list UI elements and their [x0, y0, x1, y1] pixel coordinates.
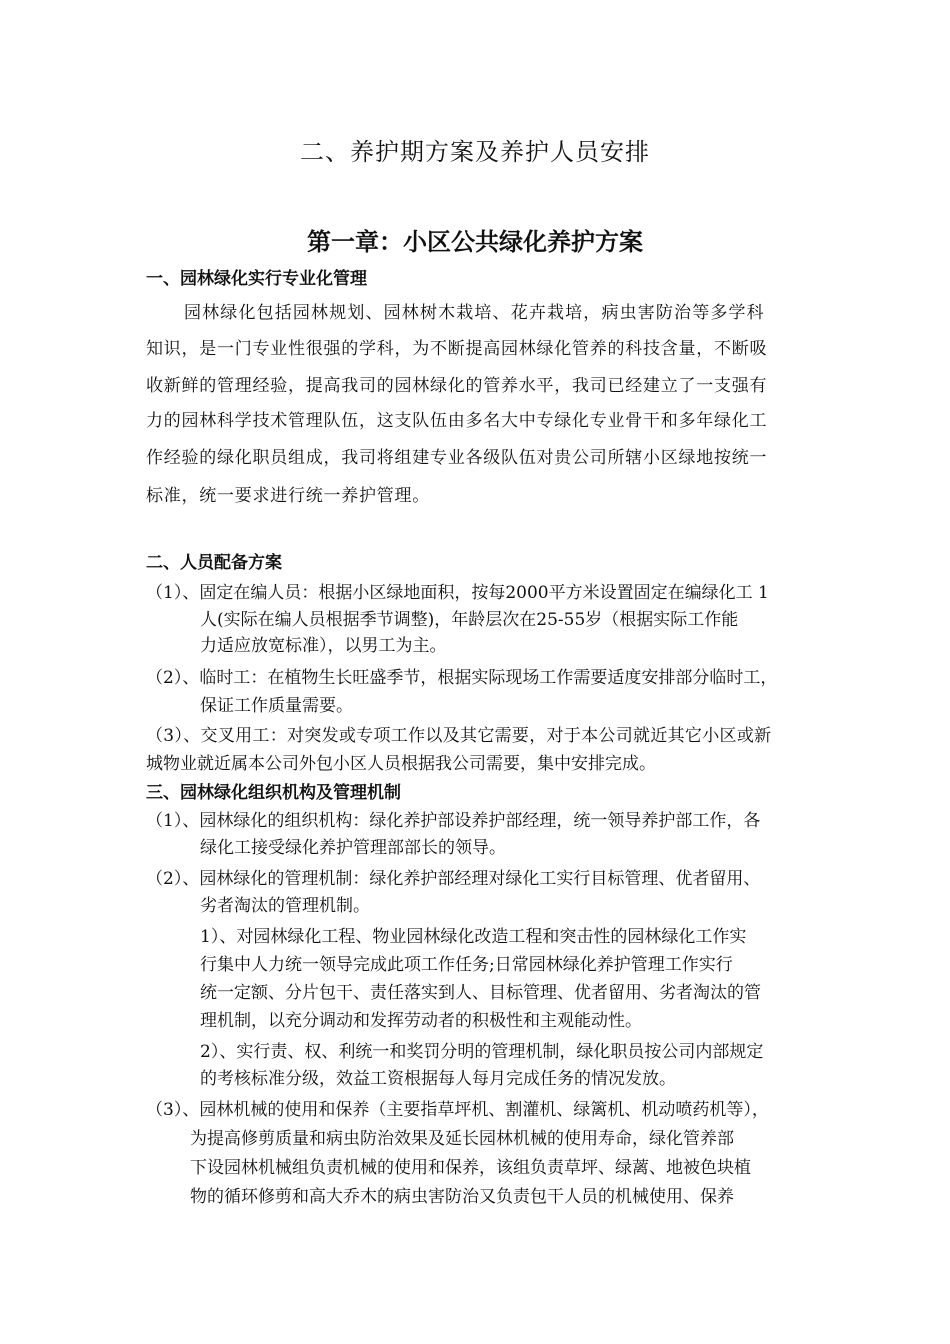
sub-item-1-cont: 理机制，以充分调动和发挥劳动者的积极性和主观能动性。 — [200, 1011, 642, 1031]
chapter-title: 第一章：小区公共绿化养护方案 — [307, 227, 643, 256]
list-item-2-cont: 劣者淘汰的管理机制。 — [200, 896, 370, 916]
list-item-1: （1）、固定在编人员：根据小区绿地面积，按每2000平方米设置固定在编绿化工 1 — [146, 583, 769, 603]
list-item-1: （1）、园林绿化的组织机构：绿化养护部设养护部经理，统一领导养护部工作，各 — [146, 811, 761, 831]
list-item-3: （3）、交叉用工：对突发或专项工作以及其它需要，对于本公司就近其它小区或新 — [146, 726, 772, 746]
list-item-2: （2）、临时工：在植物生长旺盛季节，根据实际现场工作需要适度安排部分临时工， — [146, 668, 778, 688]
paragraph-line: 园林绿化包括园林规划、园林树木栽培、花卉栽培，病虫害防治等多学科 — [184, 303, 765, 323]
sub-item-1-cont: 行集中人力统一领导完成此项工作任务;日常园林绿化养护管理工作实行 — [200, 955, 733, 975]
paragraph-line: 力的园林科学技术管理队伍，这支队伍由多名大中专绿化专业骨干和多年绿化工 — [146, 411, 768, 431]
section-2-heading: 二、人员配备方案 — [146, 553, 282, 573]
list-item-3-cont: 下设园林机械组负责机械的使用和保养，该组负责草坪、绿蓠、地被色块植 — [190, 1158, 751, 1178]
list-item-2: （2）、园林绿化的管理机制：绿化养护部经理对绿化工实行目标管理、优者留用、 — [146, 869, 761, 889]
list-item-3-cont: 为提高修剪质量和病虫防治效果及延长园林机械的使用寿命，绿化管养部 — [190, 1129, 734, 1149]
sub-item-1: 1）、对园林绿化工程、物业园林绿化改造工程和突击性的园林绿化工作实 — [200, 927, 747, 947]
list-item-3-cont: 物的循环修剪和高大乔木的病虫害防治又负责包干人员的机械使用、保养 — [190, 1187, 734, 1207]
paragraph-line: 知识，是一门专业性很强的学科，为不断提高园林绿化管养的科技含量，不断吸 — [146, 339, 768, 359]
section-1-heading: 一、园林绿化实行专业化管理 — [146, 269, 367, 289]
list-item-3: （3）、园林机械的使用和保养（主要指草坪机、割灌机、绿篱机、机动喷药机等）， — [146, 1100, 769, 1120]
list-item-1-cont: 绿化工接受绿化养护管理部部长的领导。 — [200, 838, 506, 858]
list-item-1-cont: 人(实际在编人员根据季节调整)，年龄层次在25-55岁（根据实际工作能 — [200, 610, 739, 630]
sub-item-2-cont: 的考核标准分级，效益工资根据每人每月完成任务的情况发放。 — [200, 1069, 676, 1089]
paragraph-line: 作经验的绿化职员组成，我司将组建专业各级队伍对贵公司所辖小区绿地按统一 — [146, 448, 768, 468]
list-item-3-cont: 城物业就近属本公司外包小区人员根据我公司需要，集中安排完成。 — [146, 754, 656, 774]
document-title: 二、养护期方案及养护人员安排 — [300, 138, 650, 166]
paragraph-line: 收新鲜的管理经验，提高我司的园林绿化的管养水平，我司已经建立了一支强有 — [146, 376, 768, 396]
sub-item-2: 2）、实行责、权、利统一和奖罚分明的管理机制，绿化职员按公司内部规定 — [200, 1042, 764, 1062]
paragraph-line: 标准，统一要求进行统一养护管理。 — [146, 486, 430, 506]
list-item-2-cont: 保证工作质量需要。 — [200, 696, 353, 716]
list-item-1-cont: 力适应放宽标准），以男工为主。 — [200, 636, 447, 656]
sub-item-1-cont: 统一定额、分片包干、责任落实到人、目标管理、优者留用、劣者淘汰的管 — [200, 983, 761, 1003]
section-3-heading: 三、园林绿化组织机构及管理机制 — [146, 783, 401, 803]
